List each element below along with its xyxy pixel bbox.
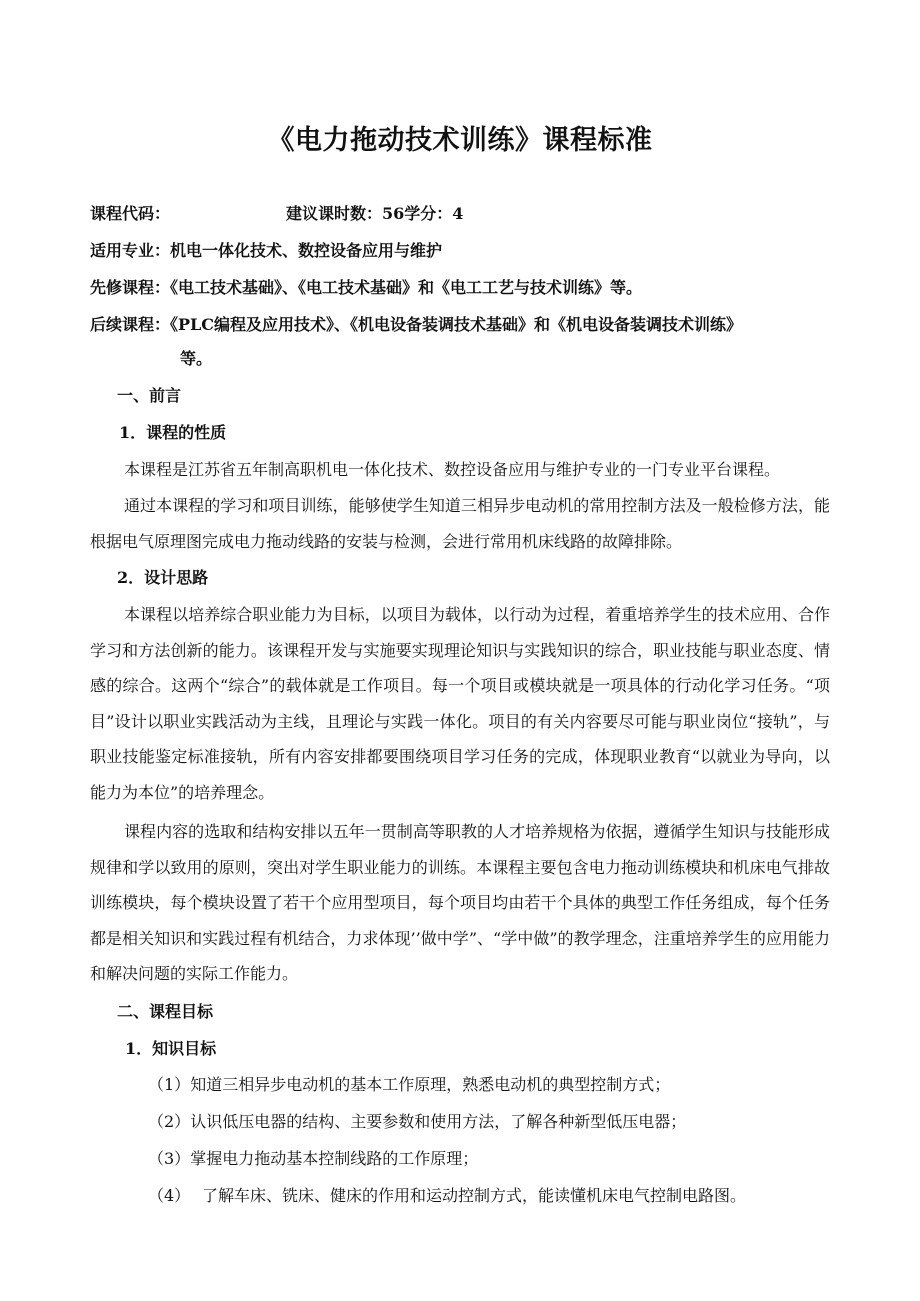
item-number: （4） [148, 1186, 191, 1205]
paragraph-course-nature-2: 通过本课程的学习和项目训练，能够使学生知道三相异步电动机的常用控制方法及一般检修方法，能根据电气原理图完成电力拖动线路的安装与检测，会进行常用机床线路的故障排除。 [90, 496, 830, 551]
item-number: （3） [148, 1149, 191, 1168]
item-text: 了解车床、铣床、健床的作用和运动控制方式，能读懂机床电气控制电路图。 [202, 1186, 747, 1205]
section-heading-preface: 一、前言 [117, 386, 182, 405]
subsection-heading-course-nature: 1．课程的性质 [119, 423, 227, 442]
item-text: 认识低压电器的结构、主要参数和使用方法，了解各种新型低压电器； [190, 1112, 687, 1131]
knowledge-goal-item [148, 1185, 746, 1207]
paragraph-course-nature-1: 本课程是江苏省五年制高职机电一体化技术、数控设备应用与维护专业的一门专业平台课程。 [124, 460, 781, 479]
paragraph-design-idea-1: 本课程以培养综合职业能力为目标，以项目为载体，以行动为过程，着重培养学生的技术应用、合作学习和方法创新的能力。该课程开发与实施要实现理论知识与实践知识的综合，职业技能与职业态度、情感的综合。这两个“综合”的载体就是工作项目。每一个项目或模块就是一项具体的行动化学习任务。“项目”设计以职业实践活动为主线，且理论与实践一体化。项目的有关内容要尽可能与职业岗位“接轨”，与职业技能鉴定标准接轨，所有内容安排都要围绕项目学习任务的完成，体现职业教育“以就业为导向，以能力为本位”的培养理念。 [90, 605, 830, 802]
course-hours-credits: 建议课时数：56学分：4 [286, 204, 464, 223]
item-number: （1） [148, 1075, 191, 1094]
item-text: 掌握电力拖动基本控制线路的工作原理； [190, 1149, 479, 1168]
knowledge-goal-item [148, 1148, 478, 1170]
course-code-label: 课程代码： [90, 204, 171, 223]
item-text: 知道三相异步电动机的基本工作原理，熟悉电动机的典型控制方式； [190, 1075, 671, 1094]
paragraph-design-idea-2: 课程内容的选取和结构安排以五年一贯制高等职教的人才培养规格为依据，遵循学生知识与技能形成规律和学以致用的原则，突出对学生职业能力的训练。本课程主要包含电力拖动训练模块和机床电气排故训练模块，每个模块设置了若干个应用型项目，每个项目均由若干个具体的典型工作任务组成，每个任务都是相关知识和实践过程有机结合，力求体现’’做中学”、“学中做”的教学理念，注重培养学生的应用能力和解决问题的实际工作能力。 [90, 822, 830, 983]
applicable-major: 适用专业：机电一体化技术、数控设备应用与维护 [90, 241, 443, 260]
follow-up-courses-continued: 等。 [180, 349, 213, 368]
page-title: 《电力拖动技术训练》课程标准 [267, 125, 653, 156]
prerequisite-courses: 先修课程：《电工技术基础》、《电工技术基础》和《电工工艺与技术训练》等。 [90, 278, 643, 297]
subsection-heading-design-idea: 2．设计思路 [117, 568, 209, 587]
section-heading-course-goals: 二、课程目标 [117, 1002, 214, 1021]
item-number: （2） [148, 1112, 191, 1131]
knowledge-goal-item [148, 1074, 670, 1096]
follow-up-courses: 后续课程：《PLC编程及应用技术》、《机电设备装调技术基础》和《机电设备装调技术训练》 [90, 315, 743, 334]
subsection-heading-knowledge-goals: 1．知识目标 [125, 1039, 217, 1058]
knowledge-goal-item [148, 1111, 686, 1133]
